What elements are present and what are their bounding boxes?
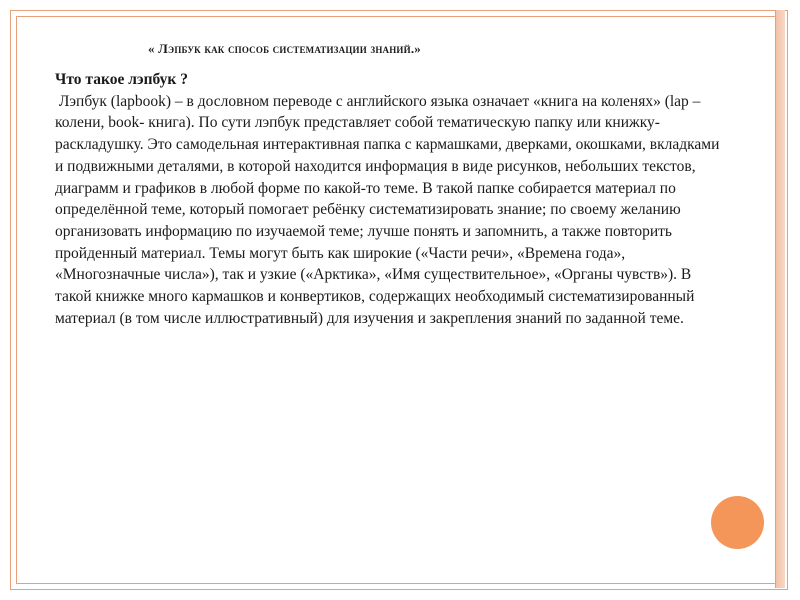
slide-right-band [775,10,785,588]
body-paragraph: Лэпбук (lapbook) – в дословном переводе с английского языка означает «книга на коленях» (lap –колени, book- книга). По сути лэпбук представляет собой тематическую папку или книжку-раскладушку. Это самодельная интерактивная папка с кармашками, дверками, окошками, вкладками и подвижными деталями, в которой находится информация в виде рисунков, небольших текстов, диаграмм и графиков в любой форме по какой-то теме. В такой папке собирается материал по определённой теме, который помогает ребёнку систематизировать знание; по своему желанию организовать информацию по изучаемой теме; лучше понять и запомнить, а также повторить пройденный материал. Темы могут быть как широкие («Части речи», «Времена года», «Многозначные числа»), так и узкие («Арктика», «Имя существительное», «Органы чувств»). В такой книжке много кармашков и конвертиков, содержащих необходимый систематизированный материал (в том числе иллюстративный) для изучения и закрепления знаний по заданной теме. [55,92,724,327]
decorative-circle [711,496,764,549]
slide-title: « Лэпбук как способ систематизации знаний.» [148,41,421,56]
question-heading: Что такое лэпбук ? [55,71,188,88]
slide-body [55,69,724,329]
